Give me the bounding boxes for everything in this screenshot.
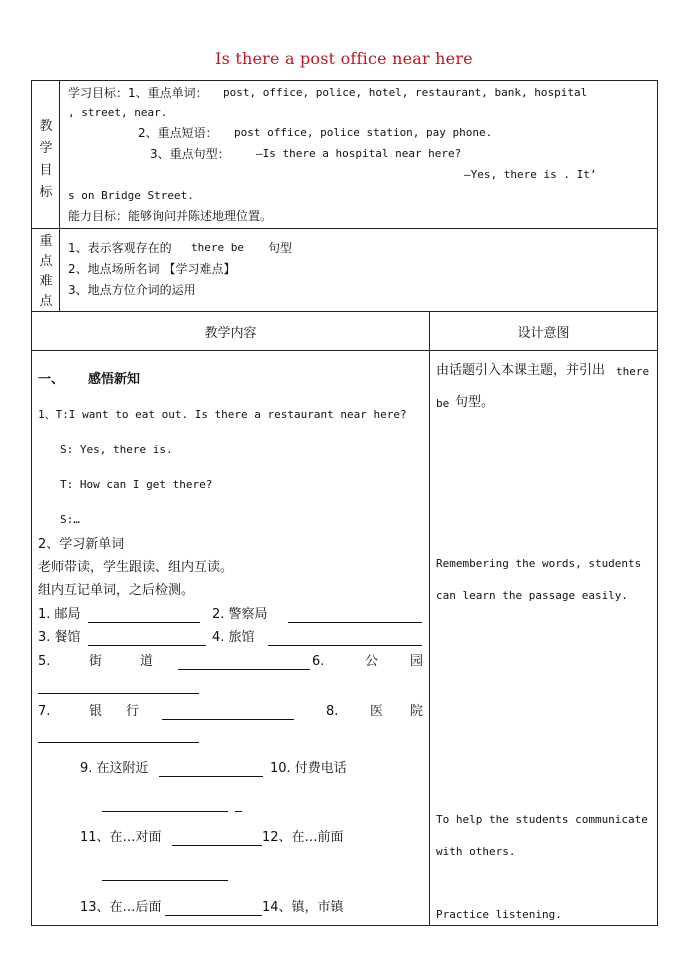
keypoint-1-suffix: 句型 [268,241,293,255]
label-char: 点 [39,294,53,309]
keypoint-1-there-be: there be [191,241,244,254]
intent-column-header: 设计意图 [517,326,570,341]
dialog-line: S: Yes, there is. [60,443,173,456]
vocab-item-2: 2. 警察局 [212,607,268,622]
vocab-item-8-char: 医 [370,704,384,719]
intent-note-2: Remembering the words, students [436,557,642,570]
vocab-item-7-number: 7. [38,704,51,719]
keypoint-3: 3、地点方位介词的运用 [68,283,196,297]
dialog-line: T: How can I get there? [60,478,213,491]
intent-note-1: 由话题引入本课主题，并引出 [436,363,606,378]
label-char: 教 [39,119,53,134]
answer-blank[interactable] [102,811,228,812]
content-column-header: 教学内容 [204,326,257,341]
objectives-label [32,81,60,228]
answer-blank[interactable] [159,776,263,777]
answer-blank[interactable] [235,811,242,812]
label-char: 点 [39,254,53,269]
label-char: 标 [39,185,53,200]
label-char: 重 [39,234,53,249]
lesson-body-row [32,350,657,925]
vocab-item-4: 4. 旅馆 [212,630,255,645]
vocab-item-6-char: 公 [365,654,379,669]
objectives-sentence-answer-cont: s on Bridge Street. [68,189,194,202]
vocab-item-6-number: 6. [312,654,325,669]
keypoints-label [32,228,60,311]
intent-note-3: with others. [436,845,516,858]
objectives-phrases-label: 2、重点短语： [138,126,218,140]
intent-note-1-suffix: 句型。 [455,395,495,410]
section-number: 一、 [38,372,65,387]
intent-note-2: can learn the passage easily. [436,589,629,602]
vocab-item-9: 9. 在这附近 [80,761,149,776]
vocab-item-7-char: 银 [89,704,103,719]
step-2-instruction: 老师带读，学生跟读、组内互读。 [38,560,234,575]
vocab-item-13: 13、在…后面 [80,900,162,915]
intent-note-4: Practice listening. [436,908,562,921]
label-char: 学 [39,141,53,156]
vocab-item-11: 11、在…对面 [80,830,162,845]
answer-blank[interactable] [268,645,422,646]
answer-blank[interactable] [88,645,206,646]
vocab-item-5-number: 5. [38,654,51,669]
objectives-line1-label: 学习目标：1、重点单词： [68,86,208,100]
answer-blank[interactable] [165,915,262,916]
objectives-sentence-question: —Is there a hospital near here? [256,147,462,160]
answer-blank[interactable] [102,880,228,881]
intent-note-1-be: be [436,397,450,410]
keypoint-2: 2、地点场所名词 【学习难点】 [68,262,236,276]
vocab-item-14: 14、镇，市镇 [262,900,344,915]
keypoints-row [32,228,657,312]
vocab-item-7-char: 行 [126,704,140,719]
objectives-phrases: post office, police station, pay phone. [234,126,493,139]
keypoint-1: 1、表示客观存在的 [68,241,172,255]
objectives-words-cont: , street, near. [68,106,168,119]
vocab-item-6-char: 园 [410,654,424,669]
vocab-item-5-char: 街 [89,654,103,669]
objectives-sentence-answer: —Yes, there is . It’ [464,168,597,181]
objectives-sentences-label: 3、重点句型： [150,147,230,161]
intent-note-3: To help the students communicate [436,813,648,826]
label-char: 目 [39,163,53,178]
vocab-item-8-char: 院 [410,704,424,719]
step-2-heading: 2、学习新单词 [38,537,125,552]
section-title: 感悟新知 [88,372,141,387]
answer-blank[interactable] [178,669,310,670]
page-title: Is there a post office near here [215,49,473,68]
label-char: 难 [39,274,53,289]
dialog-line: 1、T:I want to eat out. Is there a restaurant near here? [38,408,407,421]
answer-blank[interactable] [288,622,422,623]
vocab-item-1: 1. 邮局 [38,607,81,622]
objectives-row [32,81,657,229]
step-2-instruction: 组内互记单词，之后检测。 [38,583,195,598]
vocab-item-8-number: 8. [326,704,339,719]
answer-blank[interactable] [38,693,199,694]
vocab-item-12: 12、在…前面 [262,830,344,845]
answer-blank[interactable] [172,845,262,846]
objectives-words: post, office, police, hotel, restaurant, bank, hospital [223,86,588,99]
vocab-item-10: 10. 付费电话 [270,761,347,776]
answer-blank[interactable] [162,719,294,720]
column-header-row [32,311,657,351]
column-divider [429,350,430,925]
lesson-plan-table [31,80,658,926]
ability-objective: 能力目标：能够询问并陈述地理位置。 [68,209,273,223]
answer-blank[interactable] [88,622,200,623]
vocab-item-5-char: 道 [140,654,154,669]
answer-blank[interactable] [38,742,199,743]
dialog-line: S:… [60,513,80,526]
intent-note-1-there: there [616,365,650,378]
vocab-item-3: 3. 餐馆 [38,630,81,645]
